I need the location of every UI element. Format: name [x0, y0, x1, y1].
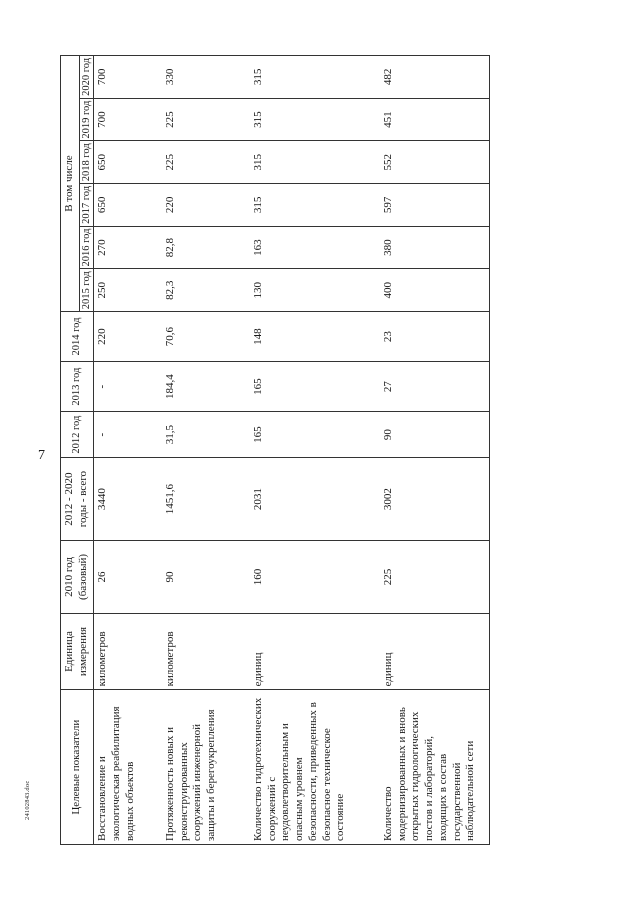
cell-2016: 163: [250, 226, 380, 269]
target-indicators-table: [60, 55, 490, 845]
cell-2020: 330: [162, 56, 250, 99]
cell-2017: 650: [94, 184, 162, 227]
cell-2018: 225: [162, 141, 250, 184]
cell-2019: 451: [380, 98, 490, 141]
header-year-2013: 2013 год: [61, 362, 94, 412]
header-year-2012: 2012 год: [61, 412, 94, 458]
cell-2015: 82,3: [162, 269, 250, 312]
header-year-2014: 2014 год: [61, 312, 94, 362]
row-base: 90: [162, 541, 250, 613]
table-row: [94, 56, 162, 845]
rotated-table-container: [60, 55, 585, 845]
cell-2014: 70,6: [162, 312, 250, 362]
cell-2019: 315: [250, 98, 380, 141]
footer-filename: 24102843.doc: [24, 780, 31, 820]
header-base: 2010 год (базовый): [61, 541, 94, 613]
cell-2015: 130: [250, 269, 380, 312]
cell-2013: -: [94, 362, 162, 412]
row-unit: километров: [94, 613, 162, 690]
cell-2012: 31,5: [162, 412, 250, 458]
cell-2020: 482: [380, 56, 490, 99]
cell-2012: 90: [380, 412, 490, 458]
cell-2016: 82,8: [162, 226, 250, 269]
header-year-2019: 2019 год: [79, 98, 94, 141]
cell-2013: 27: [380, 362, 490, 412]
header-year-2017: 2017 год: [79, 184, 94, 227]
cell-2019: 225: [162, 98, 250, 141]
cell-2015: 400: [380, 269, 490, 312]
row-total: 2031: [250, 458, 380, 541]
cell-2012: 165: [250, 412, 380, 458]
row-unit: единиц: [250, 613, 380, 690]
cell-2019: 700: [94, 98, 162, 141]
cell-2014: 148: [250, 312, 380, 362]
header-indicator: Целевые показатели: [61, 690, 94, 845]
table-row: [162, 56, 250, 845]
cell-2017: 597: [380, 184, 490, 227]
cell-2017: 315: [250, 184, 380, 227]
row-unit: километров: [162, 613, 250, 690]
row-name: Протяженность новых и реконструированных сооружений инженерной защиты и берегоукрепления: [162, 690, 250, 845]
cell-2015: 250: [94, 269, 162, 312]
cell-2013: 165: [250, 362, 380, 412]
cell-2018: 315: [250, 141, 380, 184]
row-base: 160: [250, 541, 380, 613]
cell-2016: 270: [94, 226, 162, 269]
header-year-2020: 2020 год: [79, 56, 94, 99]
cell-2016: 380: [380, 226, 490, 269]
cell-2017: 220: [162, 184, 250, 227]
table-row: [250, 56, 380, 845]
row-total: 3440: [94, 458, 162, 541]
cell-2013: 184,4: [162, 362, 250, 412]
header-unit: Единица измерения: [61, 613, 94, 690]
cell-2018: 552: [380, 141, 490, 184]
cell-2012: -: [94, 412, 162, 458]
cell-2020: 315: [250, 56, 380, 99]
header-year-2016: 2016 год: [79, 226, 94, 269]
row-total: 3002: [380, 458, 490, 541]
header-year-2015: 2015 год: [79, 269, 94, 312]
cell-2020: 700: [94, 56, 162, 99]
row-name: Количество модернизированных и вновь открытых гидрологических постов и лабораторий, входящих в состав государственной наблюдательной сети: [380, 690, 490, 845]
row-name: Восстановление и экологическая реабилитация водных объектов: [94, 690, 162, 845]
cell-2014: 23: [380, 312, 490, 362]
header-including: В том числе: [61, 56, 80, 312]
header-total: 2012 - 2020 годы - всего: [61, 458, 94, 541]
cell-2014: 220: [94, 312, 162, 362]
row-base: 225: [380, 541, 490, 613]
row-unit: единиц: [380, 613, 490, 690]
header-year-2018: 2018 год: [79, 141, 94, 184]
row-base: 26: [94, 541, 162, 613]
page-number: 7: [38, 448, 45, 463]
row-name: Количество гидротехнических сооружений с неудовлетворительным и опасным уровнем безопасности, приведенных в безопасное техническое состояние: [250, 690, 380, 845]
row-total: 1451,6: [162, 458, 250, 541]
cell-2018: 650: [94, 141, 162, 184]
table-row: [380, 56, 490, 845]
